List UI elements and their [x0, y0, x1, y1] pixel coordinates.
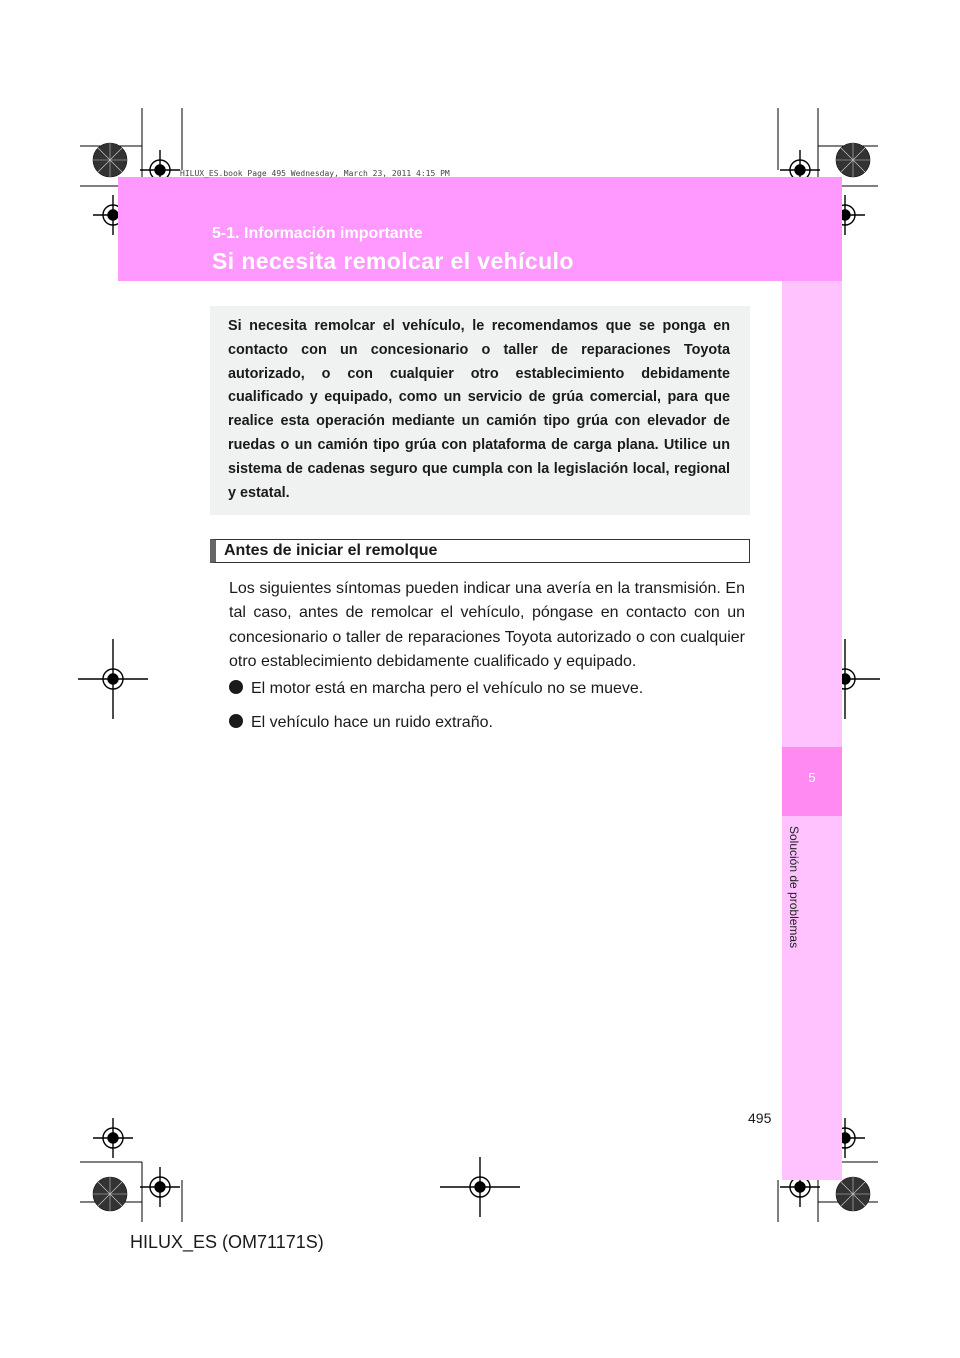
footer-code: HILUX_ES (OM71171S) [130, 1232, 324, 1252]
bullet-item [229, 714, 493, 732]
bullet-dot-icon [229, 680, 243, 694]
intro-text: Si necesita remolcar el vehículo, le recomendamos que se ponga en contacto con un concesionario o taller de reparaciones Toyota autorizado, o con cualquier otro establecimiento debidamente cualificado y equipado, como un servicio de grúa comercial, para que realice esta operación mediante un camión tipo grúa con elevador de ruedas o un camión tipo grúa con plataforma de carga plana. Utilice un sistema de cadenas seguro que cumpla con la legislación local, regional y estatal. [228, 318, 730, 501]
bullet-dot-icon [229, 714, 243, 728]
bullet-text: El vehículo hace un ruido extraño. [251, 714, 493, 731]
page-number: 495 [748, 1110, 772, 1126]
subsection-heading: Antes de iniciar el remolque [224, 542, 438, 559]
section-label: 5-1. Información importante [212, 225, 423, 242]
file-stamp: HILUX_ES.book Page 495 Wednesday, March 23, 2011 4:15 PM [180, 169, 450, 178]
intro-box [210, 306, 750, 515]
page-title: Si necesita remolcar el vehículo [212, 248, 574, 274]
chapter-label: Solución de problemas [787, 826, 801, 949]
bullet-text: El motor está en marcha pero el vehículo no se mueve. [251, 680, 644, 697]
subsection-body: Los siguientes síntomas pueden indicar una avería en la transmisión. En tal caso, antes de remolcar el vehículo, póngase en contacto con un concesionario o taller de reparaciones Toyota autorizado o con cualquier otro establecimiento debidamente cualificado y equipado. [229, 580, 745, 671]
subsection-heading-box [210, 539, 750, 563]
chapter-number: 5 [808, 770, 816, 785]
bullet-item [229, 680, 643, 698]
chapter-side-strip [782, 281, 842, 1180]
